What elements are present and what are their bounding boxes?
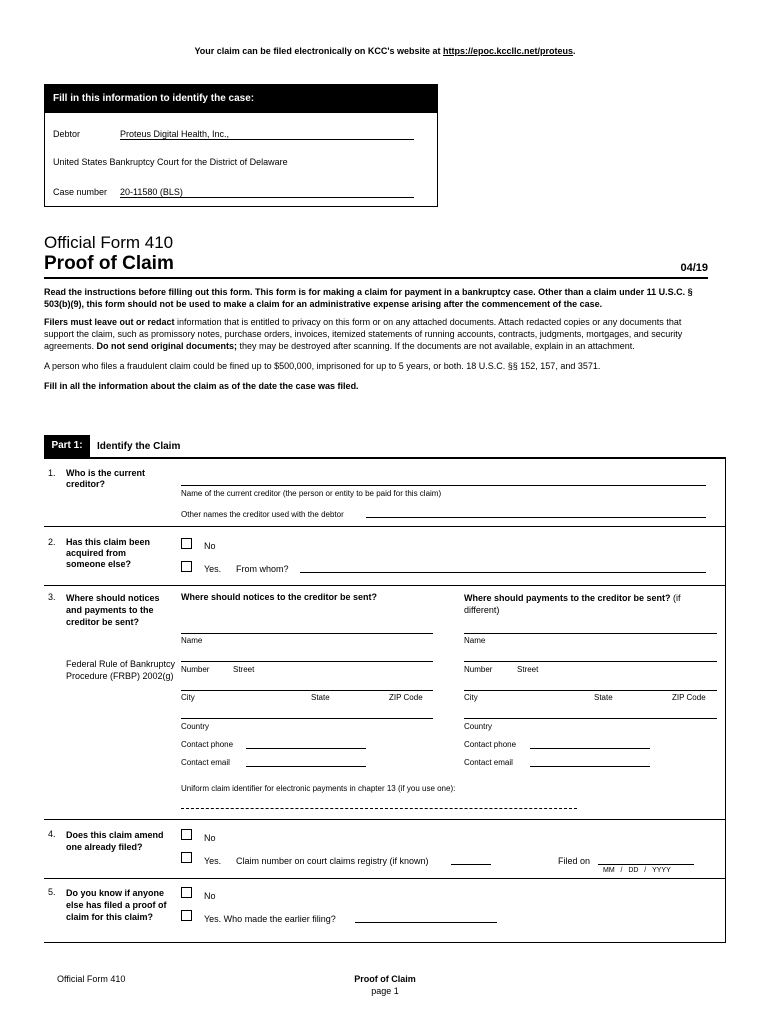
q1-number: 1. (48, 468, 56, 478)
footer-title: Proof of Claim (354, 974, 416, 984)
q4-date-format: MM / DD / YYYY (603, 867, 671, 874)
payments-contact-email-field[interactable] (530, 766, 650, 767)
q4-filed-on-label: Filed on (558, 856, 591, 866)
payments-contact-phone-label: Contact phone (464, 740, 517, 749)
q1-creditor-name-field[interactable] (181, 485, 706, 486)
q5-earlier-filing-field[interactable] (355, 922, 497, 923)
payments-contact-phone-field[interactable] (530, 748, 650, 749)
uniform-claim-identifier-label: Uniform claim identifier for electronic payments in chapter 13 (if you use one): (181, 784, 456, 793)
q2-from-whom-label: From whom? (236, 564, 289, 574)
q2-question: Has this claim been acquired from someone else? (66, 537, 151, 569)
q2-number: 2. (48, 537, 56, 547)
payments-name-field[interactable] (464, 633, 717, 634)
footer-page-number: page 1 (371, 986, 399, 996)
title-rule (44, 277, 708, 279)
q1-divider (44, 526, 726, 527)
notices-name-field[interactable] (181, 633, 433, 634)
q4-no-label: No (204, 833, 216, 843)
instructions-p1: Read the instructions before filling out this form. This form is for making a claim for payment in a bankruptcy case. Other than a claim under 11 U.S.C. § 503(b)(9), this form should not be used to make a claim for an administrative expense arising after the commencement of the case. (44, 287, 693, 309)
q1-other-names-label: Other names the creditor used with the debtor (181, 510, 344, 519)
notices-state-caption: State (311, 693, 330, 702)
case-number-label: Case number (53, 187, 108, 197)
notices-street-field[interactable] (181, 661, 433, 662)
q3-number: 3. (48, 592, 56, 602)
notices-street-caption: Street (233, 665, 255, 674)
part1-rule (44, 457, 726, 459)
instructions-p3: A person who files a fraudulent claim could be fined up to $500,000, imprisoned for up to 5 years, or both. 18 U.S.C. §§ 152, 157, and 3571. (44, 361, 601, 371)
instructions (44, 286, 710, 392)
q3-divider (44, 819, 726, 820)
instructions-p2: Filers must leave out or redact information that is entitled to privacy on this form or on any attached documents. Attach redacted copies or any documents that support the claim, such as promissory notes, purchase orders, invoices, itemized statements of running accounts, contracts, judgments, mortgages, and security agreements. Do not send original documents; they may be destroyed after scanning. If the documents are not available, explain in an attachment. (44, 317, 683, 351)
q3-notices-heading: Where should notices to the creditor be sent? (181, 592, 378, 602)
payments-zip-caption: ZIP Code (672, 693, 706, 702)
q4-question: Does this claim amend one already filed? (66, 830, 164, 852)
q2-yes-checkbox[interactable] (181, 561, 192, 572)
part1-label: Part 1: (44, 435, 90, 457)
case-box (44, 84, 438, 207)
form-title: Proof of Claim (44, 253, 174, 274)
q5-no-checkbox[interactable] (181, 887, 192, 898)
payments-country-field[interactable] (464, 718, 717, 719)
court-name: United States Bankruptcy Court for the District of Delaware (53, 157, 288, 167)
q4-number: 4. (48, 829, 56, 839)
notices-contact-phone-field[interactable] (246, 748, 366, 749)
q5-question: Do you know if anyone else has filed a proof of claim for this claim? (66, 888, 167, 922)
notices-number-caption: Number (181, 665, 210, 674)
q3-frbp-rule: Federal Rule of Bankruptcy Procedure (FRBP) 2002(g) (66, 659, 176, 681)
notices-country-field[interactable] (181, 718, 433, 719)
q4-yes-label: Yes. (204, 856, 222, 866)
q3-question: Where should notices and payments to the creditor be sent? (66, 593, 160, 627)
payments-city-field[interactable] (464, 690, 717, 691)
q2-yes-label: Yes. (204, 564, 222, 574)
q5-yes-checkbox[interactable] (181, 910, 192, 921)
q5-divider (44, 942, 726, 943)
part1-title: Identify the Claim (97, 441, 181, 452)
q2-no-label: No (204, 541, 216, 551)
notices-country-caption: Country (181, 722, 210, 731)
uniform-claim-identifier-field[interactable] (181, 808, 577, 809)
top-notice: Your claim can be filed electronically on KCC's website at https://epoc.kccllc.net/proteus. (194, 46, 576, 56)
notices-name-caption: Name (181, 636, 203, 645)
q3-payments-heading: Where should payments to the creditor be sent? (if different) (464, 593, 681, 615)
payments-name-caption: Name (464, 636, 486, 645)
payments-country-caption: Country (464, 722, 493, 731)
questions-right-border (725, 457, 726, 943)
q1-question: Who is the current creditor? (66, 468, 146, 489)
notices-contact-email-label: Contact email (181, 758, 230, 767)
q4-claim-number-field[interactable] (451, 864, 491, 865)
payments-contact-email-label: Contact email (464, 758, 513, 767)
epoc-link[interactable]: https://epoc.kccllc.net/proteus (443, 46, 574, 56)
q4-no-checkbox[interactable] (181, 829, 192, 840)
official-form-label: Official Form 410 (44, 233, 174, 252)
notices-contact-phone-label: Contact phone (181, 740, 234, 749)
q1-name-caption: Name of the current creditor (the person or entity to be paid for this claim) (181, 489, 442, 498)
notices-zip-caption: ZIP Code (389, 693, 423, 702)
q4-claim-number-label: Claim number on court claims registry (if known) (236, 856, 429, 866)
payments-state-caption: State (594, 693, 613, 702)
q2-divider (44, 585, 726, 586)
payments-city-caption: City (464, 693, 478, 702)
q5-no-label: No (204, 891, 216, 901)
footer-form-label: Official Form 410 (57, 974, 126, 984)
case-number-value[interactable]: 20-11580 (BLS) (120, 187, 414, 198)
q4-filed-on-field[interactable] (598, 864, 694, 865)
q2-no-checkbox[interactable] (181, 538, 192, 549)
q2-from-whom-field[interactable] (300, 572, 706, 573)
case-box-header: Fill in this information to identify the case: (45, 85, 437, 113)
instructions-p4: Fill in all the information about the claim as of the date the case was filed. (44, 381, 359, 391)
q1-other-names-field[interactable] (366, 517, 706, 518)
q4-divider (44, 878, 726, 879)
notices-city-field[interactable] (181, 690, 433, 691)
form-date: 04/19 (680, 262, 708, 274)
debtor-value[interactable]: Proteus Digital Health, Inc., (120, 129, 414, 140)
payments-street-caption: Street (517, 665, 539, 674)
payments-street-field[interactable] (464, 661, 717, 662)
payments-number-caption: Number (464, 665, 493, 674)
notices-city-caption: City (181, 693, 195, 702)
notices-contact-email-field[interactable] (246, 766, 366, 767)
debtor-label: Debtor (53, 129, 81, 139)
q5-number: 5. (48, 887, 56, 897)
q4-yes-checkbox[interactable] (181, 852, 192, 863)
q5-yes-label: Yes. Who made the earlier filing? (204, 914, 336, 924)
